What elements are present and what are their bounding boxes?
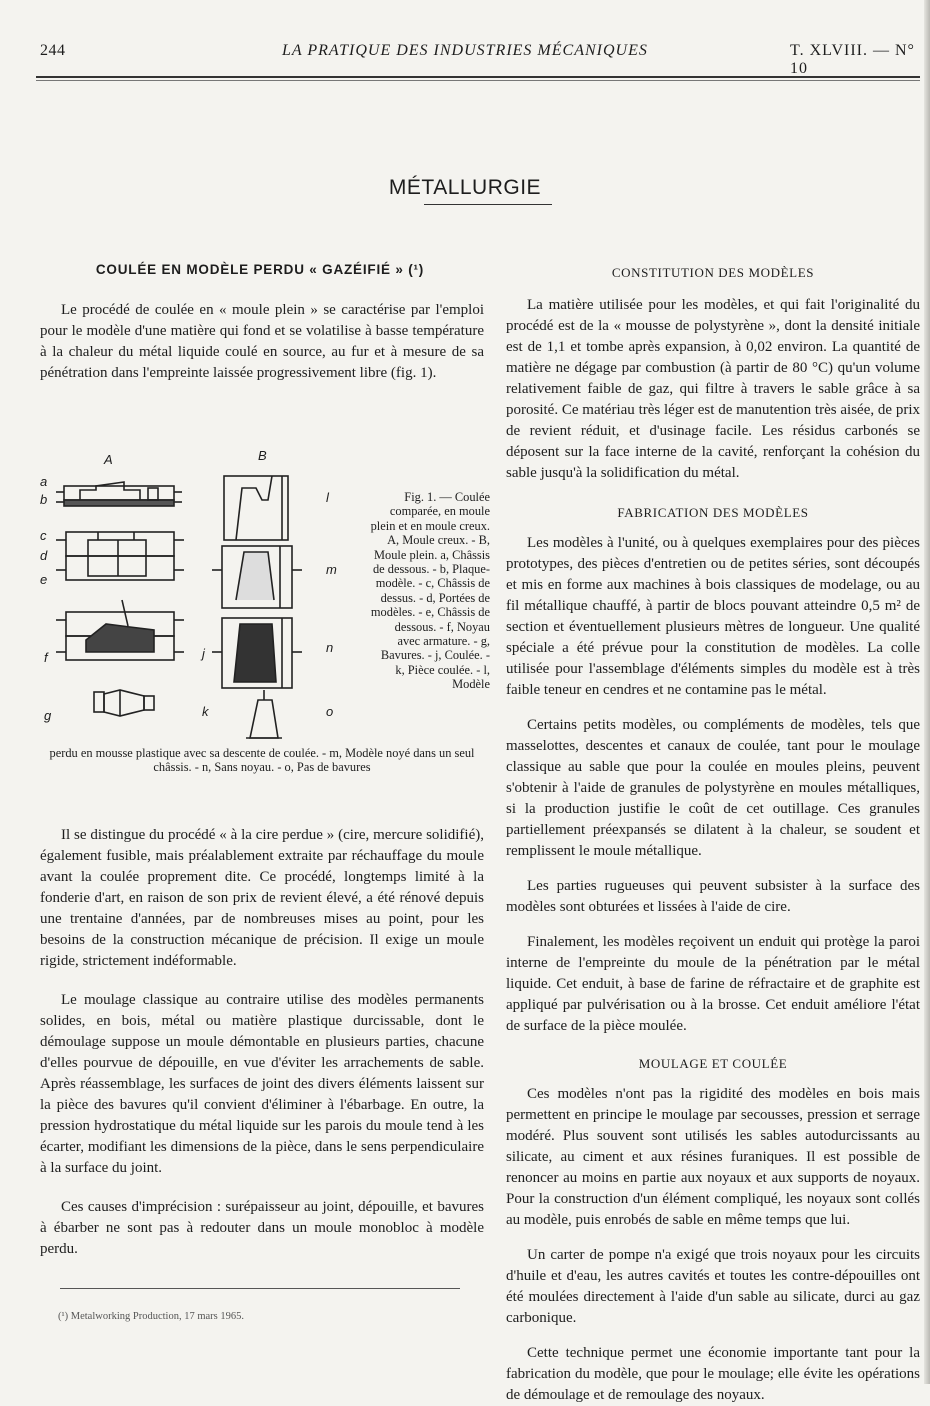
page-edge bbox=[924, 0, 930, 1384]
paragraph: Ces causes d'imprécision : surépaisseur au joint, dépouille, et bavures à ébarber ne sont pas à redouter dans un moule monobloc à modèle perdu. bbox=[40, 1199, 484, 1257]
fig-label-b: b bbox=[40, 492, 48, 507]
paragraph: Un carter de pompe n'a exigé que trois noyaux pour les circuits d'huile et d'eau, les autres cavités et toutes les contre-dépouilles ont été moulées directement à l'aide d'un sable au silicate, durci au gaz carbonique. bbox=[506, 1247, 920, 1326]
fig-label-j: j bbox=[202, 646, 205, 661]
fig-label-f: f bbox=[44, 650, 48, 665]
paragraph: Certains petits modèles, ou compléments de modèles, tels que masselottes, descentes et canaux de coulée, tant pour le moulage classique au sable que pour la coulée en moules pleins, peuvent s'obtenir à l'aide de granules de polystyrène en moules métalliques, si la production justifie le coût de cet outillage. Ces granules partiellement préexpansés se dilatent à la chaleur, se soudent et remplissent le moule métallique. bbox=[506, 717, 920, 859]
footnote-rule bbox=[60, 1288, 460, 1289]
footnote: (¹) Metalworking Production, 17 mars 1965. bbox=[58, 1311, 244, 1322]
header-rule-thin bbox=[36, 80, 920, 81]
fig-label-a: a bbox=[40, 474, 48, 489]
article-title: COULÉE EN MODÈLE PERDU « GAZÉIFIÉ » (¹) bbox=[95, 262, 425, 277]
fig-label-l: l bbox=[326, 490, 329, 505]
paragraph: Cette technique permet une économie importante tant pour la fabrication du modèle, que pour le moulage; elle évite les opérations de démoulage et de remoulage des noyaux. bbox=[506, 1345, 920, 1403]
fig-label-k: k bbox=[202, 704, 209, 719]
paragraph: Il se distingue du procédé « à la cire perdue » (cire, mercure solidifié), également fusible, mais préalablement extraite par réchauffage du moule avant la coulée proprement dite. Ce procédé, longtemps limité à la fonderie d'art, en raison de son prix de revient élevé, a été rénové depuis une trentaine d'années, par de nombreuses mises au point, pour les besoins de la construction mécanique de précision. Il exige un moule rigide, strictement indéformable. bbox=[40, 827, 484, 969]
section-title: MÉTALLURGIE bbox=[388, 176, 542, 199]
fig-label-m: m bbox=[326, 562, 337, 577]
right-column bbox=[506, 262, 920, 1406]
paragraph: Ces modèles n'ont pas la rigidité des modèles en bois mais permettent en principe le moulage par secousses, pression et serrage modéré. Plus souvent sont utilisés les sables autodurcissants au silicate, au ciment et aux résines furaniques. Il est possible de renoncer au moins en partie aux noyaux et aux supports de noyaux. Pour la construction d'un élément compliqué, les noyaux sont collés au modèle, puis enrobés de sable en même temps que lui. bbox=[506, 1086, 920, 1228]
paragraph: Les modèles à l'unité, ou à quelques exemplaires pour des pièces prototypes, des pièces d'entretien ou de petites séries, sont découpés et mis en forme aux machines à bois classiques de modelage, ou au fil métallique chauffé, à partir de blocs pouvant atteindre 0,5 m² de section et éventuellement plusieurs mètres de longueur. Une qualité spéciale a été prévue pour la constitution de modèles. La colle utilisée pour l'assemblage d'éléments simples du modèle est à très faible teneur en cendres et ne contamine pas le métal. bbox=[506, 535, 920, 698]
left-column-body bbox=[40, 825, 484, 1260]
paragraph: La matière utilisée pour les modèles, et qui fait l'originalité du procédé est de la « mousse de polystyrène », dont la densité initiale est de 1,1 et tombe après expansion, à 0,02 environ. La quantité de matière ne dégage par combustion (à partir de 80 °C) qu'un volume relativement faible de gaz, qui filtre à travers le sable grâce à sa porosité. Ce matériau très léger est de manutention très aisée, de prix de revient réduit, et d'usinage facile. Les résidus carbonés se déposent sur la face interne de la cavité, renforçant la cohésion du sable jusqu'à la solidification du métal. bbox=[506, 297, 920, 481]
header-rule bbox=[36, 76, 920, 78]
figure-caption-bottom: perdu en mousse plastique avec sa descente de coulée. - m, Modèle noyé dans un seul châssis. - n, Sans noyau. - o, Pas de bavures bbox=[49, 746, 475, 775]
subheading-fabrication: FABRICATION DES MODÈLES bbox=[617, 505, 809, 520]
paragraph: Les parties rugueuses qui peuvent subsister à la surface des modèles sont obturées et lissées à l'aide de cire. bbox=[506, 878, 920, 915]
figure-caption-side: Fig. 1. — Coulée comparée, en moule plein et en moule creux. A, Moule creux. - B, Moule plein. a, Châssis de dessous. - b, Plaque-modèle. - c, Châssis de dessus. - d, Portées de modèles. - e, Châssis de dessous. - f, Noyau avec armature. - g, Bavures. - j, Coulée. - k, Pièce coulée. - l, Modèle bbox=[370, 490, 490, 692]
fig-label-c: c bbox=[40, 528, 47, 543]
page-number: 244 bbox=[40, 42, 66, 59]
fig-label-d: d bbox=[40, 548, 48, 563]
fig-label-B: B bbox=[258, 448, 267, 463]
paragraph: Finalement, les modèles reçoivent un enduit qui protège la paroi interne de l'empreinte du moule de la pénétration par le métal liquide. Cet enduit, à base de farine de réfractaire et de graphite est appliqué par pulvérisation ou à la brosse. Cet enduit améliore l'état de surface de la pièce moulée. bbox=[506, 934, 920, 1034]
fig-label-e: e bbox=[40, 572, 48, 587]
fig-label-A: A bbox=[104, 452, 113, 467]
intro-block bbox=[40, 300, 484, 384]
subheading-moulage: MOULAGE ET COULÉE bbox=[638, 1056, 788, 1071]
section-rule bbox=[424, 204, 552, 205]
intro-paragraph: Le procédé de coulée en « moule plein » se caractérise par l'emploi pour le modèle d'une matière qui fond et se volatilise à basse température à la chaleur du métal liquide coulé en source, au fur et à mesure de sa pénétration dans l'empreinte laissée progressivement libre (fig. 1). bbox=[40, 302, 484, 381]
subheading-constitution: CONSTITUTION DES MODÈLES bbox=[611, 265, 815, 280]
paragraph: Le moulage classique au contraire utilise des modèles permanents solides, en bois, métal ou matière plastique durcissable, dont le démoulage suppose un moule démontable en plusieurs parties, chacune d'elles pourvue de dépouille, en vue d'éviter les arrachements de sable. Après réassemblage, les surfaces de joint des divers éléments laissent sur la pièce des bavures qu'il convient d'éliminer à l'ébarbage. En outre, la pression hydrostatique du métal liquide sur les parois du moule tend à les écarter, modifiant les dimensions de la pièce, dans le sens perpendiculaire à la surface du joint. bbox=[40, 992, 484, 1176]
fig-label-o: o bbox=[326, 704, 334, 719]
volume-number: T. XLVIII. — N° 10 bbox=[790, 42, 915, 77]
fig-label-n: n bbox=[326, 640, 334, 655]
figure-1 bbox=[36, 440, 376, 760]
journal-title: LA PRATIQUE DES INDUSTRIES MÉCANIQUES bbox=[282, 42, 648, 59]
fig-label-g: g bbox=[44, 708, 52, 723]
